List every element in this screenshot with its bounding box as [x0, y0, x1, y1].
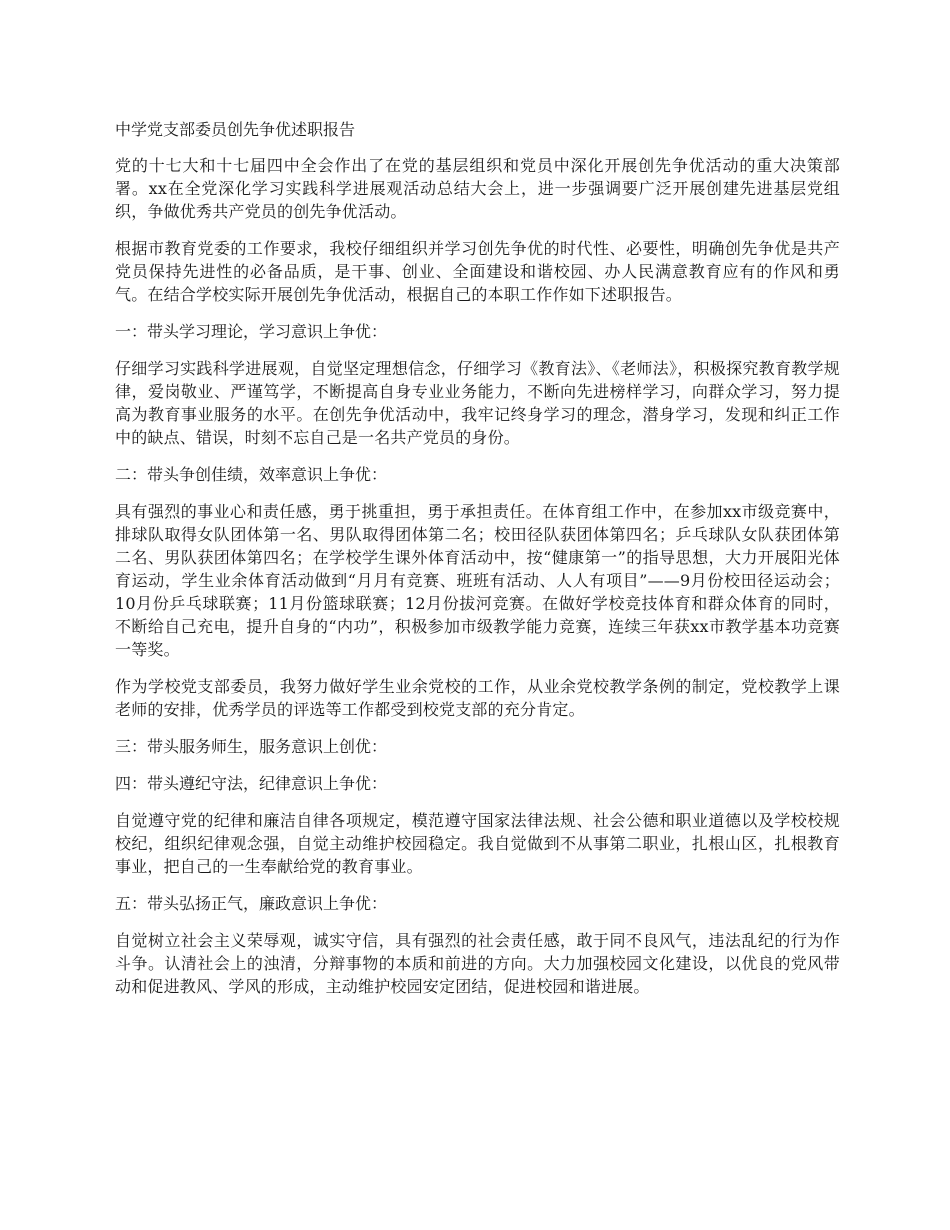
section-heading-3: 三：带头服务师生，服务意识上创优：	[115, 737, 388, 756]
paragraph-section-5: 自觉树立社会主义荣辱观，诚实守信，具有强烈的社会责任感，敢于同不良风气，违法乱纪的行为作斗争。认清社会上的浊清，分辩事物的本质和前进的方向。大力加强校园文化建设，以优良的党风带动和促进教风、学风的形成，主动维护校园安定团结，促进校园和谐进展。	[115, 931, 840, 996]
paragraph-intro-1: 党的十七大和十七届四中全会作出了在党的基层组织和党员中深化开展创先争优活动的重大决策部署。xx在全党深化学习实践科学进展观活动总结大会上，进一步强调要广泛开展创建先进基层党组织，争做优秀共产党员的创先争优活动。	[115, 156, 840, 221]
paragraph-section-4: 自觉遵守党的纪律和廉洁自律各项规定，模范遵守国家法律法规、社会公德和职业道德以及学校校规校纪，组织纪律观念强，自觉主动维护校园稳定。我自觉做到不从事第二职业，扎根山区，扎根教育事业，把自己的一生奉献给党的教育事业。	[115, 811, 840, 876]
section-heading-1: 一：带头学习理论，学习意识上争优：	[115, 322, 388, 341]
section-heading-5: 五：带头弘扬正气，廉政意识上争优：	[115, 894, 388, 913]
paragraph-section-1: 仔细学习实践科学进展观，自觉坚定理想信念，仔细学习《教育法》、《老师法》，积极探究教育教学规律，爱岗敬业、严谨笃学，不断提高自身专业业务能力，不断向先进榜样学习，向群众学习，努力提高为教育事业服务的水平。在创先争优活动中，我牢记终身学习的理念，潜身学习，发现和纠正工作中的缺点、错误，时刻不忘自己是一名共产党员的身份。	[115, 359, 840, 447]
paragraph-section-2a: 具有强烈的事业心和责任感，勇于挑重担，勇于承担责任。在体育组工作中，在参加xx市级竞赛中，排球队取得女队团体第一名、男队取得团体第二名；校田径队获团体第四名；乒乓球队女队获团体第二名、男队获团体第四名；在学校学生课外体育活动中，按“健康第一”的指导思想，大力开展阳光体育运动，学生业余体育活动做到“月月有竞赛、班班有活动、人人有项目”——9月份校田径运动会；10月份乒乓球联赛；11月份篮球联赛；12月份拔河竞赛。在做好学校竞技体育和群众体育的同时，不断给自己充电，提升自身的“内功”，积极参加市级教学能力竞赛，连续三年获xx市教学基本功竞赛一等奖。	[115, 502, 840, 659]
section-heading-2: 二：带头争创佳绩，效率意识上争优：	[115, 465, 388, 484]
paragraph-section-2b: 作为学校党支部委员，我努力做好学生业余党校的工作，从业余党校教学条例的制定，党校教学上课老师的安排，优秀学员的评选等工作都受到校党支部的充分肯定。	[115, 677, 840, 719]
document-title: 中学党支部委员创先争优述职报告	[115, 120, 356, 139]
section-heading-4: 四：带头遵纪守法，纪律意识上争优：	[115, 774, 388, 793]
document-page	[115, 118, 840, 1012]
paragraph-intro-2: 根据市教育党委的工作要求，我校仔细组织并学习创先争优的时代性、必要性，明确创先争优是共产党员保持先进性的必备品质，是干事、创业、全面建设和谐校园、办人民满意教育应有的作风和勇气。在结合学校实际开展创先争优活动，根据自己的本职工作作如下述职报告。	[115, 239, 840, 304]
